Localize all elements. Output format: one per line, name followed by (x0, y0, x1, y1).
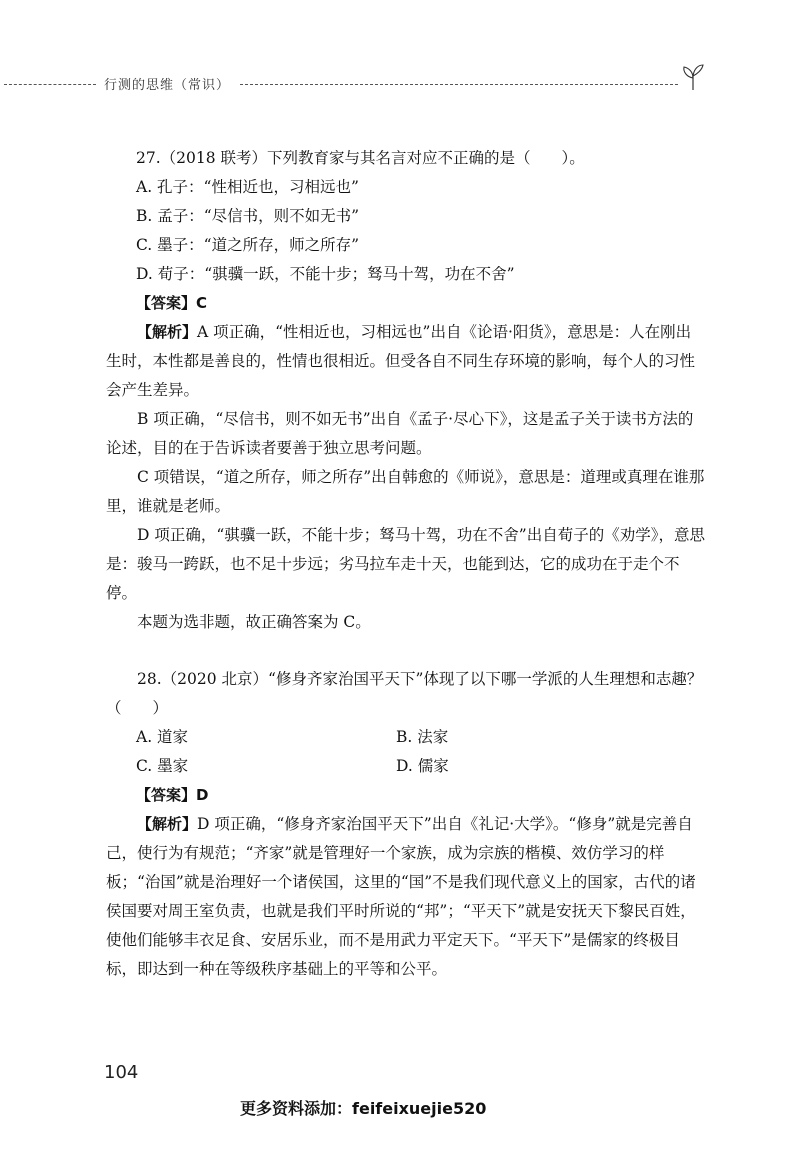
answer-tag: 【答案】 (136, 294, 197, 312)
q28-option-d: D. 儒家 (396, 757, 449, 775)
header-rule-left (4, 84, 96, 85)
question-27-stem: 27.（2018 联考）下列教育家与其名言对应不正确的是（ ）。 (136, 149, 585, 167)
q28-option-c: C. 墨家 (136, 757, 189, 775)
header-title: 行测的思维（常识） (104, 78, 231, 93)
q27-conclusion: 本题为选非题，故正确答案为 C。 (137, 613, 371, 631)
answer-value: D (196, 786, 209, 804)
analysis-text: D 项正确，“修身齐家治国平天下”出自《礼记·大学》。“修身”就是完善自己，使行为有规范；“齐家”就是管理好一个家族，成为宗族的楷模、效仿学习的样板；“治国”就是治理好一个诸侯国，这里的“国”不是我们现代意义上的国家，古代的诸侯国要对周王室负责，也就是我们平时所说的“邦”；“平天下”就是安抚天下黎民百姓，使他们能够丰衣足食、安居乐业，而不是用武力平定天下。“平天下”是儒家的终极目标，即达到一种在等级秩序基础上的平等和公平。 (106, 815, 696, 978)
q27-option-a: A. 孔子：“性相近也，习相远也” (136, 178, 359, 196)
q27-answer (136, 289, 706, 318)
q28-option-a: A. 道家 (136, 728, 189, 746)
sprout-icon (678, 62, 708, 92)
page-content (106, 144, 706, 984)
q27-option-d: D. 荀子：“骐骥一跃，不能十步；驽马十驾，功在不舍” (136, 265, 515, 283)
running-header (0, 72, 800, 96)
q28-options-row-1 (136, 723, 706, 752)
header-rule-right (240, 84, 678, 85)
answer-tag: 【答案】 (136, 786, 197, 804)
analysis-tag: 【解析】 (137, 323, 198, 341)
q27-option-b: B. 孟子：“尽信书，则不如无书” (136, 207, 360, 225)
q28-options-row-2 (136, 752, 706, 781)
q27-option-c: C. 墨子：“道之所存，师之所存” (136, 236, 360, 254)
q28-answer (136, 781, 706, 810)
q27-analysis-b: B 项正确，“尽信书，则不如无书”出自《孟子·尽心下》，这是孟子关于读书方法的论述，目的在于告诉读者要善于独立思考问题。 (106, 410, 694, 457)
q27-analysis-d: D 项正确，“骐骥一跃，不能十步；驽马十驾，功在不舍”出自荀子的《劝学》，意思是：骏马一跨跃，也不足十步远；劣马拉车走十天，也能到达，它的成功在于走个不停。 (106, 526, 705, 602)
q27-analysis-a (106, 318, 706, 405)
section-gap (106, 637, 706, 665)
analysis-tag: 【解析】 (137, 815, 198, 833)
page-number: 104 (104, 1062, 139, 1083)
question-28-stem: 28.（2020 北京）“修身齐家治国平天下”体现了以下哪一学派的人生理想和志趣？（ ） (106, 670, 703, 717)
q28-analysis (106, 810, 706, 984)
analysis-text: A 项正确，“性相近也，习相远也”出自《论语·阳货》，意思是：人在刚出生时，本性都是善良的，性情也很相近。但受各自不同生存环境的影响，每个人的习性会产生差异。 (106, 323, 696, 399)
q27-analysis-c: C 项错误，“道之所存，师之所存”出自韩愈的《师说》，意思是：道理或真理在谁那里，谁就是老师。 (106, 468, 705, 515)
watermark-text: 更多资料添加：feifeixuejie520 (240, 1099, 487, 1118)
answer-value: C (196, 294, 208, 312)
q28-option-b: B. 法家 (396, 728, 449, 746)
